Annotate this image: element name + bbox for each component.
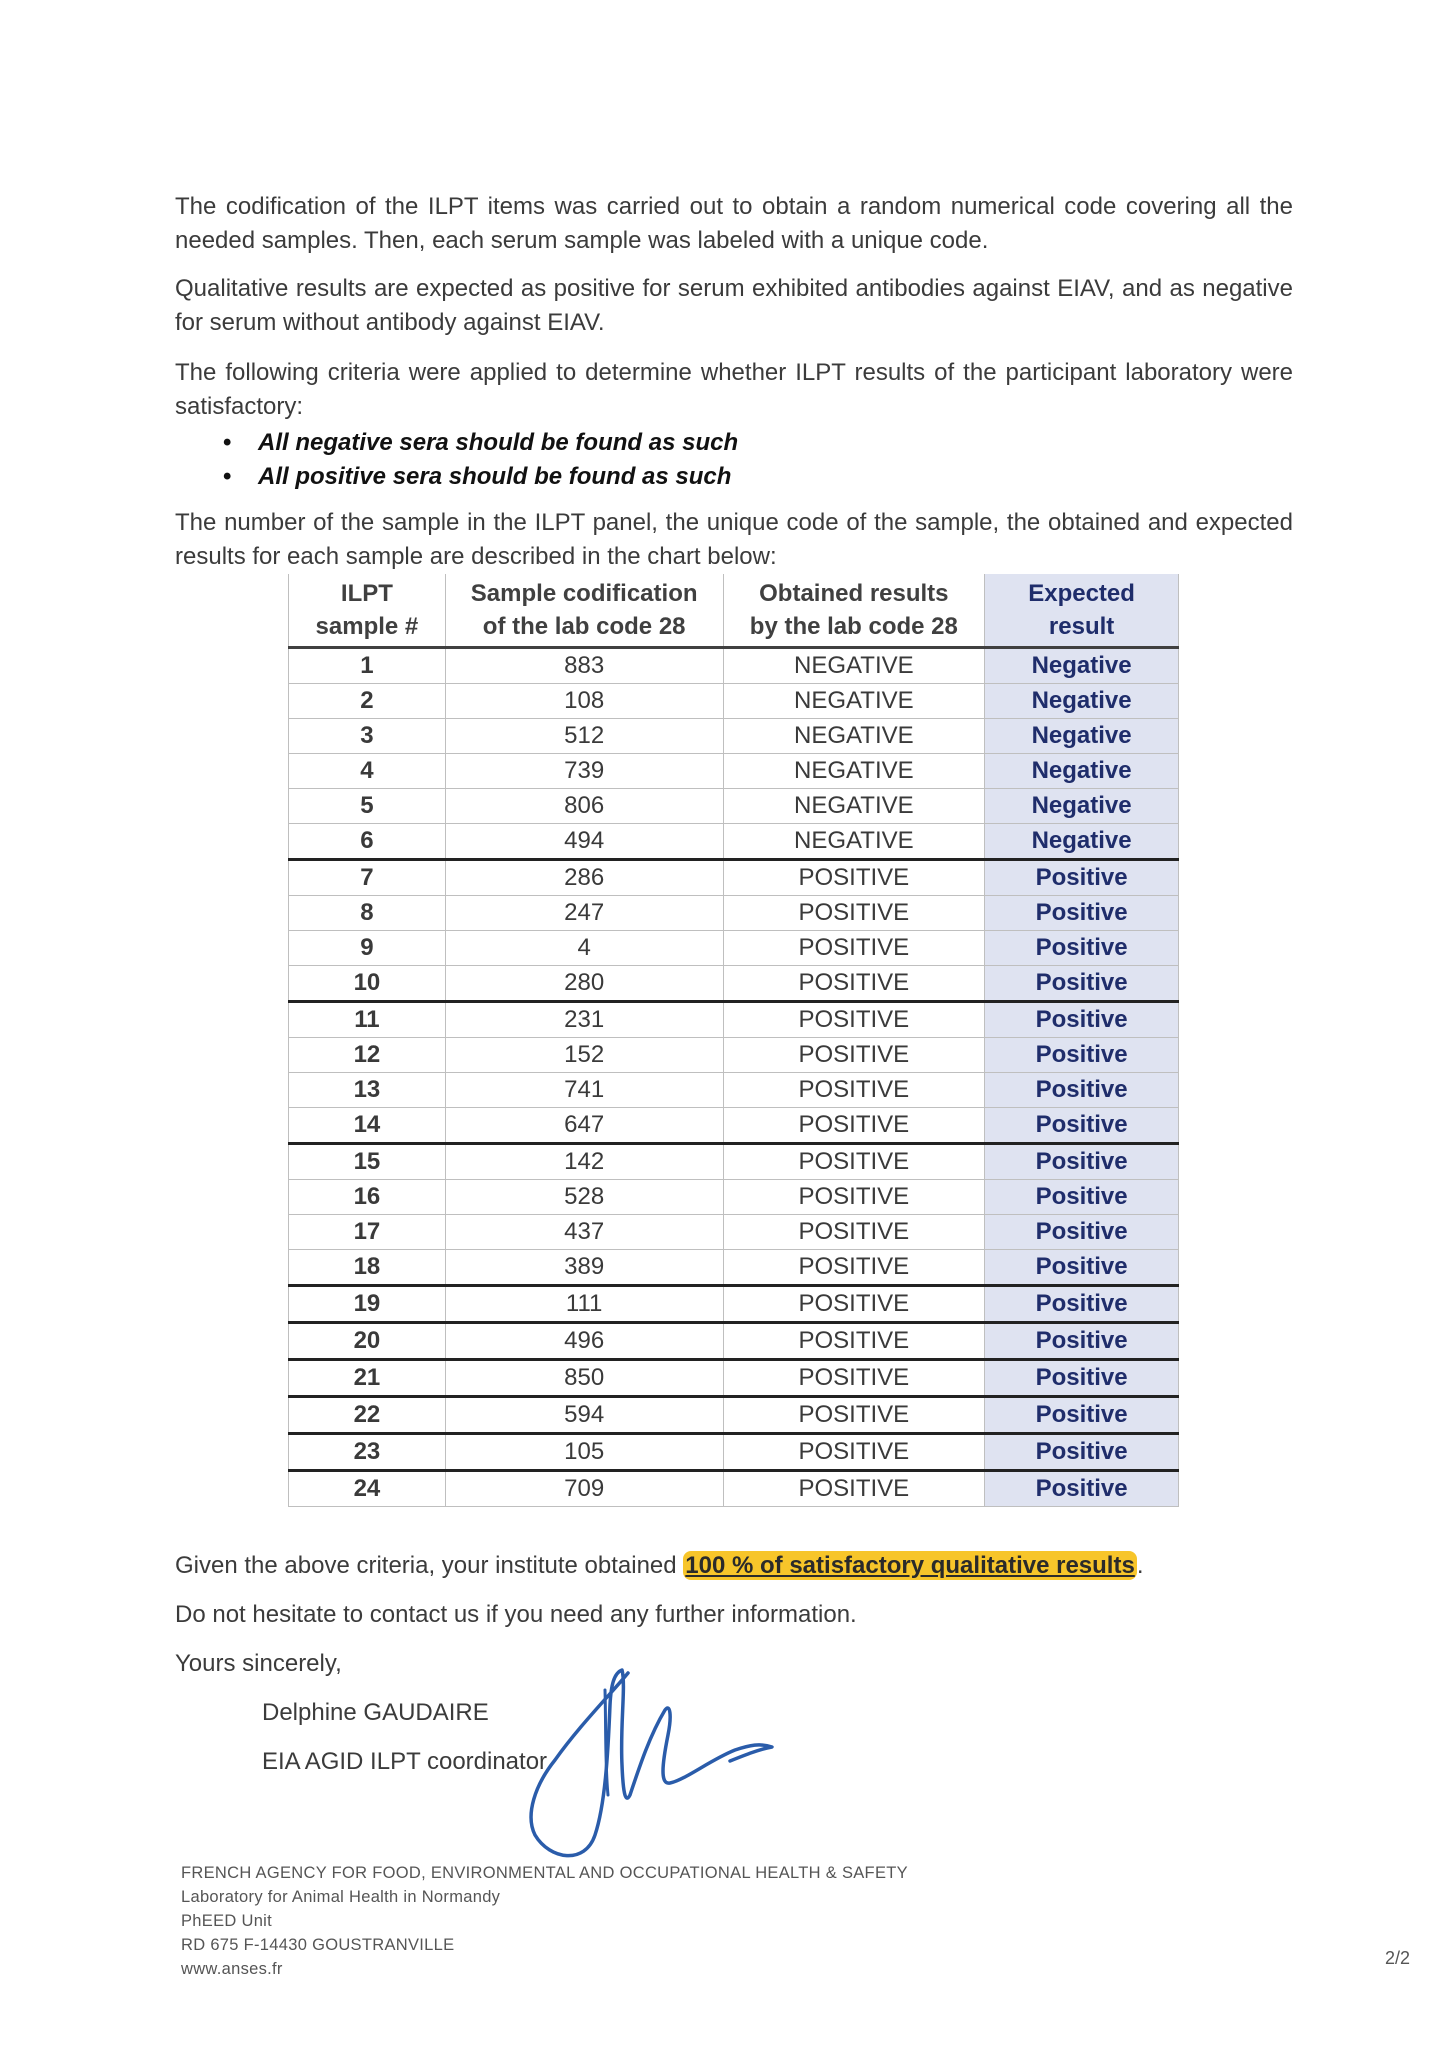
table-row	[289, 1397, 1179, 1434]
cell-obtained-result: POSITIVE	[723, 1471, 985, 1507]
cell-sample-code: 152	[445, 1038, 723, 1073]
intro-paragraph-1: The codification of the ILPT items was carried out to obtain a random numerical code covering all the needed samples. Then, each serum sample was labeled with a unique code.	[175, 193, 1293, 254]
cell-expected-result: Positive	[985, 1108, 1179, 1144]
cell-sample-number: 8	[289, 896, 446, 931]
cell-obtained-result: POSITIVE	[723, 1434, 985, 1471]
handwritten-signature	[510, 1665, 780, 1870]
cell-sample-code: 111	[445, 1286, 723, 1323]
cell-sample-code: 142	[445, 1144, 723, 1180]
cell-sample-number: 7	[289, 860, 446, 896]
cell-sample-code: 280	[445, 966, 723, 1002]
cell-expected-result: Positive	[985, 1215, 1179, 1250]
table-row	[289, 1180, 1179, 1215]
cell-sample-number: 19	[289, 1286, 446, 1323]
cell-sample-number: 22	[289, 1397, 446, 1434]
cell-expected-result: Negative	[985, 648, 1179, 684]
cell-sample-number: 4	[289, 754, 446, 789]
cell-expected-result: Positive	[985, 966, 1179, 1002]
cell-sample-number: 6	[289, 824, 446, 860]
cell-sample-code: 4	[445, 931, 723, 966]
table-row	[289, 1108, 1179, 1144]
cell-sample-number: 12	[289, 1038, 446, 1073]
cell-sample-code: 594	[445, 1397, 723, 1434]
footer-lab-name: Laboratory for Animal Health in Normandy	[181, 1888, 501, 1906]
cell-sample-code: 709	[445, 1471, 723, 1507]
cell-sample-number: 20	[289, 1323, 446, 1360]
cell-obtained-result: NEGATIVE	[723, 648, 985, 684]
cell-obtained-result: POSITIVE	[723, 931, 985, 966]
contact-line: Do not hesitate to contact us if you need any further information.	[175, 1601, 857, 1628]
table-row	[289, 966, 1179, 1002]
table-row	[289, 1215, 1179, 1250]
cell-obtained-result: POSITIVE	[723, 966, 985, 1002]
cell-expected-result: Positive	[985, 1360, 1179, 1397]
cell-sample-code: 739	[445, 754, 723, 789]
cell-obtained-result: POSITIVE	[723, 1144, 985, 1180]
cell-expected-result: Negative	[985, 789, 1179, 824]
cell-sample-number: 21	[289, 1360, 446, 1397]
table-row	[289, 931, 1179, 966]
intro-paragraph-2: Qualitative results are expected as positive for serum exhibited antibodies against EIAV, and as negative for serum without antibody against EIAV.	[175, 275, 1293, 336]
cell-obtained-result: NEGATIVE	[723, 719, 985, 754]
cell-sample-code: 108	[445, 684, 723, 719]
cell-expected-result: Positive	[985, 1323, 1179, 1360]
conclusion-prefix: Given the above criteria, your institute obtained	[175, 1552, 684, 1579]
cell-sample-number: 10	[289, 966, 446, 1002]
cell-expected-result: Negative	[985, 824, 1179, 860]
cell-sample-code: 389	[445, 1250, 723, 1286]
cell-sample-code: 496	[445, 1323, 723, 1360]
page-number: 2/2	[1385, 1948, 1411, 1968]
cell-sample-code: 850	[445, 1360, 723, 1397]
table-row	[289, 789, 1179, 824]
cell-sample-code: 528	[445, 1180, 723, 1215]
signer-name: Delphine GAUDAIRE	[262, 1699, 489, 1726]
closing-line: Yours sincerely,	[175, 1650, 342, 1677]
table-row	[289, 824, 1179, 860]
cell-sample-number: 2	[289, 684, 446, 719]
cell-obtained-result: POSITIVE	[723, 1215, 985, 1250]
cell-obtained-result: POSITIVE	[723, 1250, 985, 1286]
cell-sample-number: 11	[289, 1002, 446, 1038]
cell-sample-code: 247	[445, 896, 723, 931]
cell-sample-number: 9	[289, 931, 446, 966]
table-header-row	[289, 574, 1179, 648]
table-row	[289, 719, 1179, 754]
cell-obtained-result: POSITIVE	[723, 1360, 985, 1397]
header-sample-codification: Sample codification of the lab code 28	[445, 574, 723, 648]
cell-sample-code: 437	[445, 1215, 723, 1250]
table-row	[289, 896, 1179, 931]
footer-agency-name: FRENCH AGENCY FOR FOOD, ENVIRONMENTAL AND OCCUPATIONAL HEALTH & SAFETY	[181, 1864, 908, 1882]
satisfactory-highlight: 100 % of satisfactory qualitative results	[685, 1552, 1135, 1579]
cell-obtained-result: POSITIVE	[723, 1286, 985, 1323]
cell-sample-code: 231	[445, 1002, 723, 1038]
table-row	[289, 1002, 1179, 1038]
cell-expected-result: Positive	[985, 1397, 1179, 1434]
cell-sample-code: 105	[445, 1434, 723, 1471]
cell-sample-code: 883	[445, 648, 723, 684]
cell-sample-number: 18	[289, 1250, 446, 1286]
agency-footer	[181, 1861, 908, 1981]
cell-sample-code: 741	[445, 1073, 723, 1108]
table-row	[289, 648, 1179, 684]
cell-expected-result: Negative	[985, 754, 1179, 789]
table-row	[289, 1360, 1179, 1397]
cell-sample-number: 1	[289, 648, 446, 684]
conclusion-suffix: .	[1136, 1552, 1144, 1579]
results-table	[288, 574, 1179, 1507]
cell-sample-number: 3	[289, 719, 446, 754]
cell-expected-result: Positive	[985, 1250, 1179, 1286]
cell-expected-result: Positive	[985, 1002, 1179, 1038]
cell-obtained-result: NEGATIVE	[723, 754, 985, 789]
cell-obtained-result: POSITIVE	[723, 1108, 985, 1144]
cell-expected-result: Negative	[985, 684, 1179, 719]
cell-expected-result: Negative	[985, 719, 1179, 754]
cell-sample-number: 14	[289, 1108, 446, 1144]
cell-obtained-result: NEGATIVE	[723, 684, 985, 719]
cell-obtained-result: POSITIVE	[723, 1038, 985, 1073]
table-row	[289, 1073, 1179, 1108]
cell-sample-code: 806	[445, 789, 723, 824]
cell-expected-result: Positive	[985, 860, 1179, 896]
table-row	[289, 1038, 1179, 1073]
cell-sample-code: 286	[445, 860, 723, 896]
cell-obtained-result: POSITIVE	[723, 1323, 985, 1360]
cell-sample-number: 23	[289, 1434, 446, 1471]
cell-obtained-result: POSITIVE	[723, 1397, 985, 1434]
table-row	[289, 1434, 1179, 1471]
cell-sample-code: 494	[445, 824, 723, 860]
cell-obtained-result: POSITIVE	[723, 860, 985, 896]
header-expected-result: Expected result	[985, 574, 1179, 648]
table-row	[289, 860, 1179, 896]
signer-title: EIA AGID ILPT coordinator	[262, 1748, 548, 1775]
cell-obtained-result: POSITIVE	[723, 1073, 985, 1108]
criteria-item: • All positive sera should be found as such	[215, 460, 738, 494]
cell-expected-result: Positive	[985, 896, 1179, 931]
cell-sample-code: 647	[445, 1108, 723, 1144]
cell-sample-number: 16	[289, 1180, 446, 1215]
intro-paragraph-3: The following criteria were applied to determine whether ILPT results of the participant laboratory were satisfactory:	[175, 359, 1293, 420]
table-row	[289, 1250, 1179, 1286]
cell-sample-number: 15	[289, 1144, 446, 1180]
criteria-list	[215, 426, 738, 494]
cell-expected-result: Positive	[985, 1144, 1179, 1180]
cell-obtained-result: NEGATIVE	[723, 824, 985, 860]
cell-sample-number: 17	[289, 1215, 446, 1250]
cell-expected-result: Positive	[985, 1180, 1179, 1215]
criteria-item: • All negative sera should be found as such	[215, 426, 738, 460]
intro-paragraph-4: The number of the sample in the ILPT panel, the unique code of the sample, the obtained and expected results for each sample are described in the chart below:	[175, 509, 1293, 570]
cell-sample-number: 13	[289, 1073, 446, 1108]
table-row	[289, 1471, 1179, 1507]
footer-unit: PhEED Unit	[181, 1912, 273, 1930]
table-row	[289, 1286, 1179, 1323]
cell-expected-result: Positive	[985, 1286, 1179, 1323]
cell-expected-result: Positive	[985, 1038, 1179, 1073]
cell-sample-number: 5	[289, 789, 446, 824]
footer-website: www.anses.fr	[181, 1960, 283, 1978]
table-row	[289, 1144, 1179, 1180]
cell-sample-code: 512	[445, 719, 723, 754]
cell-obtained-result: POSITIVE	[723, 1180, 985, 1215]
cell-expected-result: Positive	[985, 931, 1179, 966]
table-row	[289, 754, 1179, 789]
cell-obtained-result: POSITIVE	[723, 896, 985, 931]
table-row	[289, 684, 1179, 719]
cell-expected-result: Positive	[985, 1471, 1179, 1507]
header-sample-number: ILPT sample #	[289, 574, 446, 648]
cell-obtained-result: POSITIVE	[723, 1002, 985, 1038]
cell-expected-result: Positive	[985, 1434, 1179, 1471]
cell-obtained-result: NEGATIVE	[723, 789, 985, 824]
conclusion-line	[175, 1549, 1293, 1583]
table-row	[289, 1323, 1179, 1360]
header-obtained-results: Obtained results by the lab code 28	[723, 574, 985, 648]
footer-address: RD 675 F-14430 GOUSTRANVILLE	[181, 1936, 455, 1954]
cell-sample-number: 24	[289, 1471, 446, 1507]
cell-expected-result: Positive	[985, 1073, 1179, 1108]
